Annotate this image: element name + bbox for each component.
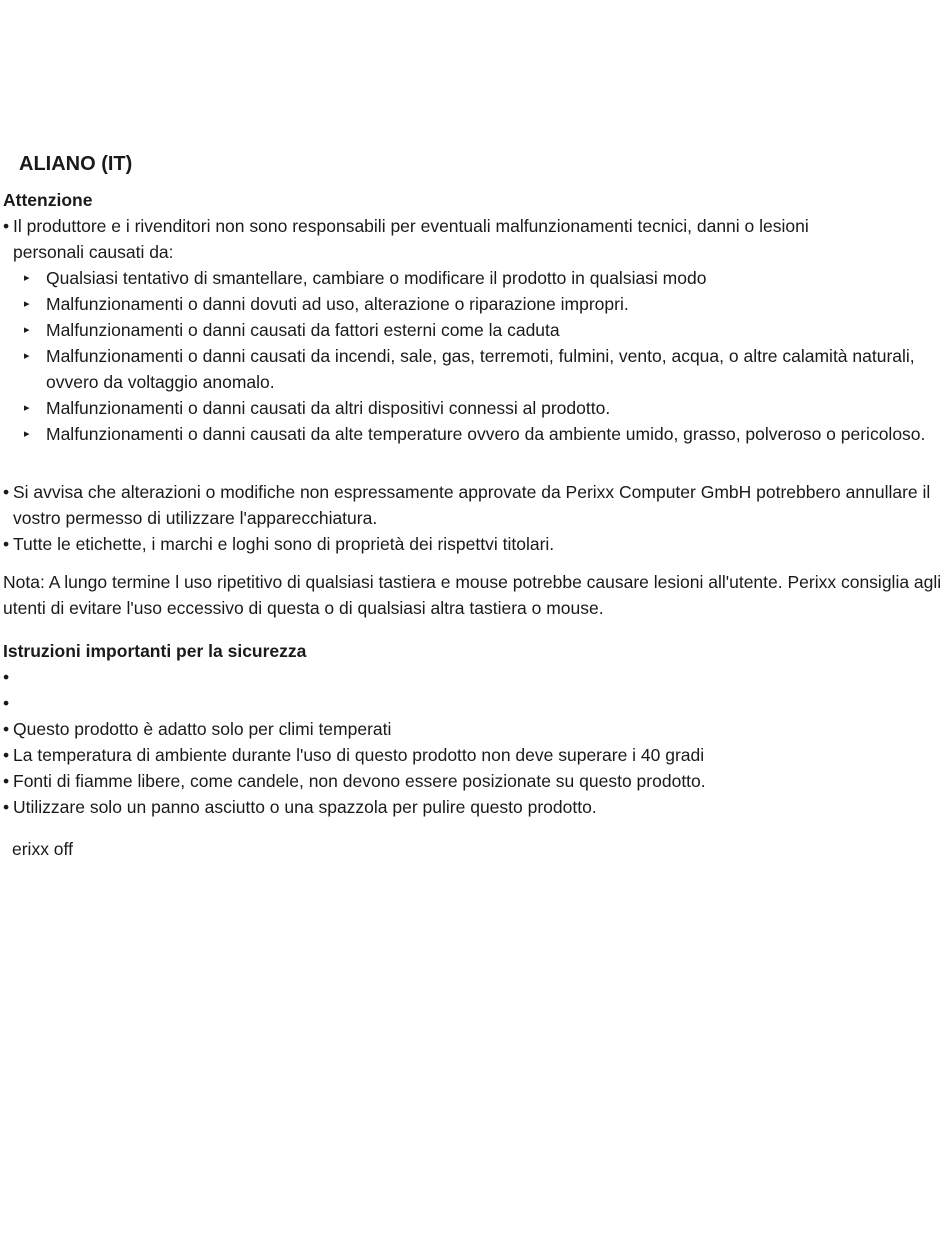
bullet-icon: • bbox=[3, 797, 10, 817]
sub-item-text: Malfunzionamenti o danni causati da incendi, sale, gas, terremoti, fulmini, vento, acqua, o altre calamità naturali, ovvero da voltaggio anomalo. bbox=[46, 346, 915, 392]
safety-item-text bbox=[13, 667, 18, 687]
bullet-icon: • bbox=[3, 693, 10, 713]
triangle-bullet-icon: ▸ bbox=[24, 324, 30, 336]
list-item bbox=[3, 794, 948, 820]
attenzione-section bbox=[3, 187, 948, 447]
attenzione-intro: Il produttore e i rivenditori non sono responsabili per eventuali malfunzionamenti tecnici, danni o lesioni personali causati da: bbox=[13, 216, 809, 262]
sub-list-item bbox=[24, 421, 948, 447]
attenzione-list bbox=[3, 213, 948, 265]
list-item bbox=[3, 716, 948, 742]
bullet-icon: • bbox=[3, 482, 10, 502]
triangle-bullet-icon: ▸ bbox=[24, 350, 30, 362]
sub-item-text: Malfunzionamenti o danni causati da altri dispositivi connessi al prodotto. bbox=[46, 398, 611, 418]
bullet-icon: • bbox=[3, 719, 10, 739]
bullet-icon: • bbox=[3, 771, 10, 791]
sub-item-text: Malfunzionamenti o danni causati da alte temperature ovvero da ambiente umido, grasso, polveroso o pericoloso. bbox=[46, 424, 926, 444]
attenzione-sub-list bbox=[3, 265, 948, 447]
trademark-notice: Tutte le etichette, i marchi e loghi sono di proprietà dei rispettvi titolari. bbox=[13, 534, 555, 554]
attenzione-title: Attenzione bbox=[3, 190, 93, 210]
sub-list-item bbox=[24, 395, 948, 421]
page-heading: ALIANO (IT) bbox=[19, 153, 133, 175]
bullet-icon: • bbox=[3, 667, 10, 687]
list-item bbox=[3, 479, 933, 531]
sub-list-item bbox=[24, 343, 948, 395]
sicurezza-list bbox=[3, 664, 948, 820]
bullet-icon: • bbox=[3, 216, 10, 236]
bullet-icon: • bbox=[3, 534, 10, 554]
list-item bbox=[3, 664, 948, 690]
sub-list-item bbox=[24, 265, 948, 291]
list-item bbox=[3, 690, 948, 716]
sub-item-text: Qualsiasi tentativo di smantellare, cambiare o modificare il prodotto in qualsiasi modo bbox=[46, 268, 707, 288]
sicurezza-section bbox=[3, 638, 948, 820]
safety-item-text: La temperatura di ambiente durante l'uso di questo prodotto non deve superare i 40 gradi bbox=[13, 745, 705, 765]
safety-item-text bbox=[13, 693, 18, 713]
alteration-notice: Si avvisa che alterazioni o modifiche non espressamente approvate da Perixx Computer GmbH potrebbero annullare il vostro permesso di utilizzare l'apparecchiatura. bbox=[13, 482, 931, 528]
attenzione-extra-section bbox=[3, 479, 948, 557]
bullet-icon: • bbox=[3, 745, 10, 765]
list-item bbox=[3, 531, 948, 557]
safety-item-text: Questo prodotto è adatto solo per climi temperati bbox=[13, 719, 392, 739]
nota-paragraph: Nota: A lungo termine l uso ripetitivo di qualsiasi tastiera e mouse potrebbe causare lesioni all'utente. Perixx consiglia agli utenti di evitare l'uso eccessivo di questa o di qualsiasi altra tastiera o mouse. bbox=[3, 572, 942, 618]
sub-item-text: Malfunzionamenti o danni dovuti ad uso, alterazione o riparazione impropri. bbox=[46, 294, 629, 314]
sub-list-item bbox=[24, 291, 948, 317]
sub-item-text: Malfunzionamenti o danni causati da fattori esterni come la caduta bbox=[46, 320, 560, 340]
triangle-bullet-icon: ▸ bbox=[24, 272, 30, 284]
triangle-bullet-icon: ▸ bbox=[24, 298, 30, 310]
list-item bbox=[3, 768, 948, 794]
attenzione-extra-list bbox=[3, 479, 948, 557]
list-item bbox=[3, 742, 948, 768]
safety-item-text: Fonti di fiamme libere, come candele, non devono essere posizionate su questo prodotto. bbox=[13, 771, 706, 791]
safety-item-text: Utilizzare solo un panno asciutto o una spazzola per pulire questo prodotto. bbox=[13, 797, 597, 817]
sicurezza-title: Istruzioni importanti per la sicurezza bbox=[3, 641, 307, 661]
truncated-text: erixx off bbox=[12, 839, 73, 859]
sub-list-item bbox=[24, 317, 948, 343]
triangle-bullet-icon: ▸ bbox=[24, 428, 30, 440]
triangle-bullet-icon: ▸ bbox=[24, 402, 30, 414]
list-item bbox=[3, 213, 873, 265]
nota-section bbox=[3, 569, 948, 621]
